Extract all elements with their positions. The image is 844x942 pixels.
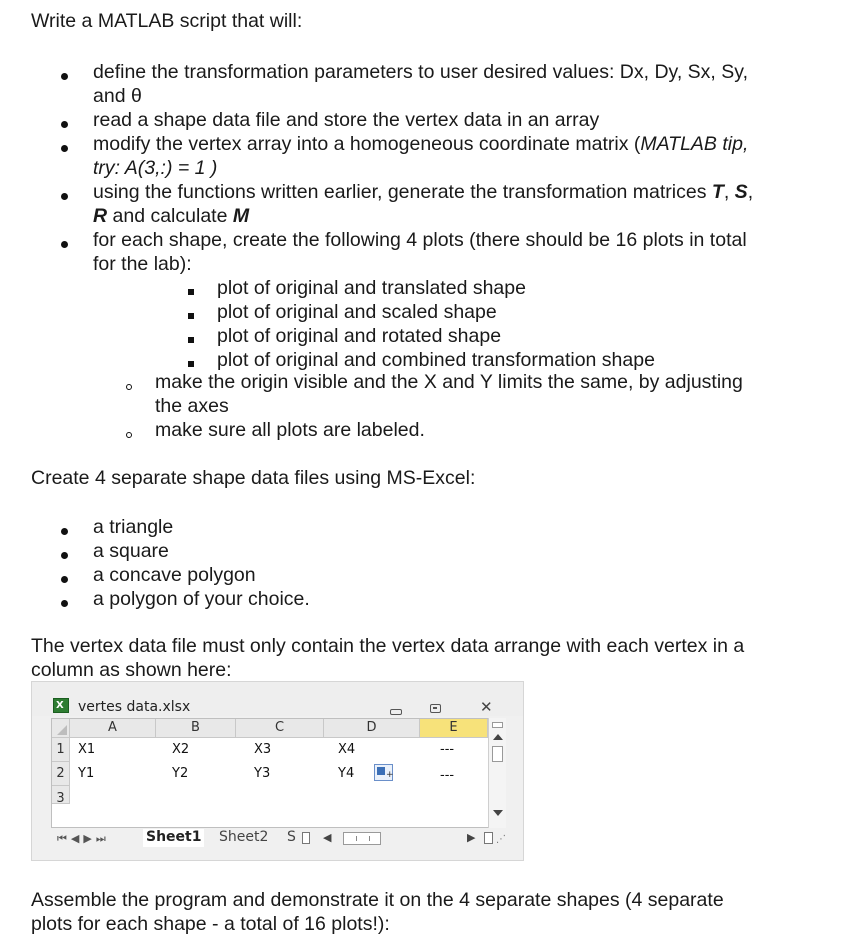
square-bullet — [188, 313, 194, 319]
excel-filename: vertes data.xlsx — [78, 699, 191, 715]
cell[interactable]: X1 — [78, 742, 96, 757]
shape-item: a concave polygon — [93, 564, 256, 586]
bullet-3-text: modify the vertex array into a homogeneous coordinate matrix ( — [93, 133, 641, 155]
vertical-scrollbar[interactable] — [488, 718, 506, 828]
bullet-dot — [61, 193, 68, 200]
bullet-5-line1: for each shape, create the following 4 plots (there should be 16 plots in total — [93, 229, 747, 251]
cell[interactable]: --- — [440, 742, 455, 757]
row-header[interactable]: 2 — [52, 762, 70, 786]
bullet-3-italic: MATLAB tip, — [640, 133, 749, 155]
plot-item: plot of original and scaled shape — [217, 301, 497, 323]
resize-grip-icon[interactable]: ⋰ — [496, 834, 506, 845]
square-bullet — [188, 337, 194, 343]
shape-item: a square — [93, 540, 169, 562]
bullet-2-line1: read a shape data file and store the vertex data in an array — [93, 109, 600, 131]
sheet-nav[interactable] — [57, 831, 110, 847]
bullet-4-line1 — [93, 180, 753, 204]
select-all-corner[interactable] — [52, 719, 70, 738]
cell[interactable]: --- — [440, 768, 455, 783]
next-sheet-icon[interactable]: ▶ — [83, 832, 96, 845]
horizontal-scroll-thumb[interactable] — [343, 832, 381, 845]
excel-file-icon: X — [53, 698, 69, 713]
bullet-dot — [61, 528, 68, 535]
bullet-4-line2 — [93, 204, 249, 228]
shape-item: a polygon of your choice. — [93, 588, 310, 610]
sheet-tab-active[interactable]: Sheet1 — [143, 829, 204, 847]
sheet-tab[interactable]: Sheet2 — [219, 829, 269, 845]
column-header[interactable]: C — [236, 719, 324, 738]
scroll-left-icon[interactable]: ◀ — [323, 831, 332, 844]
scroll-thumb[interactable] — [492, 746, 503, 762]
sheet-tab[interactable]: S — [287, 829, 296, 845]
cell[interactable]: X2 — [172, 742, 190, 757]
section1-heading: Write a MATLAB script that will: — [31, 10, 303, 32]
bullet-5-line2: for the lab): — [93, 253, 192, 275]
section4-line2: plots for each shape - a total of 16 plots!): — [31, 913, 390, 935]
scroll-down-icon[interactable] — [493, 810, 503, 816]
tab-split-icon[interactable] — [302, 832, 310, 844]
bullet-4-text2: and calculate — [107, 205, 233, 227]
subnote-2-line1: make sure all plots are labeled. — [155, 419, 425, 441]
shape-item: a triangle — [93, 516, 174, 538]
cell[interactable]: Y3 — [254, 766, 271, 781]
bullet-4-text: using the functions written earlier, generate the transformation matrices — [93, 181, 712, 203]
last-sheet-icon[interactable]: ⏭ — [95, 832, 110, 845]
matrix-s: S — [734, 181, 748, 203]
first-sheet-icon[interactable]: ⏮ — [57, 832, 71, 845]
bullet-3-line1 — [93, 132, 748, 156]
paste-options-icon[interactable]: + — [374, 764, 393, 781]
spreadsheet-grid[interactable] — [51, 718, 506, 828]
matrix-m: M — [232, 205, 250, 227]
column-header[interactable]: A — [70, 719, 156, 738]
matrix-r: R — [93, 205, 108, 227]
bullet-dot — [61, 241, 68, 248]
bullet-3-line2: try: A(3,:) = 1 ) — [93, 157, 218, 179]
subnote-1-line1: make the origin visible and the X and Y limits the same, by adjusting — [155, 371, 743, 393]
cell[interactable]: Y4 — [338, 766, 355, 781]
section3-line2: column as shown here: — [31, 659, 232, 681]
cell[interactable]: Y1 — [78, 766, 95, 781]
sheet-tab-bar — [51, 828, 506, 850]
scroll-up-icon[interactable] — [493, 734, 503, 740]
bullet-dot — [61, 73, 68, 80]
ring-bullet — [126, 432, 132, 438]
bullet-dot — [61, 600, 68, 607]
section3-line1: The vertex data file must only contain the vertex data arrange with each vertex in a — [31, 635, 745, 657]
excel-window — [31, 681, 524, 861]
split-box[interactable] — [492, 722, 503, 728]
ring-bullet — [126, 384, 132, 390]
comma: , — [723, 181, 735, 203]
plot-item: plot of original and translated shape — [217, 277, 526, 299]
bullet-dot — [61, 145, 68, 152]
square-bullet — [188, 289, 194, 295]
cell[interactable]: X3 — [254, 742, 272, 757]
row-header[interactable]: 3 — [52, 786, 70, 804]
prev-sheet-icon[interactable]: ◀ — [70, 832, 84, 845]
column-header[interactable]: E — [420, 719, 488, 738]
excel-titlebar — [32, 682, 523, 716]
bullet-dot — [61, 576, 68, 583]
row-header[interactable]: 1 — [52, 738, 70, 762]
view-normal-icon[interactable] — [484, 832, 493, 844]
bullet-dot — [61, 121, 68, 128]
section2-heading: Create 4 separate shape data files using MS-Excel: — [31, 467, 476, 489]
cell[interactable]: Y2 — [172, 766, 189, 781]
cell[interactable]: X4 — [338, 742, 356, 757]
minimize-icon[interactable] — [390, 709, 402, 715]
bullet-1-line1: define the transformation parameters to user desired values: Dx, Dy, Sx, Sy, — [93, 61, 748, 83]
bullet-1-line2: and θ — [93, 85, 142, 107]
matrix-t: T — [711, 181, 724, 203]
close-icon[interactable]: ✕ — [480, 698, 493, 716]
column-header[interactable]: B — [156, 719, 236, 738]
plot-item: plot of original and combined transformation shape — [217, 349, 655, 371]
comma: , — [747, 181, 754, 203]
section4-line1: Assemble the program and demonstrate it on the 4 separate shapes (4 separate — [31, 889, 724, 911]
subnote-1-line2: the axes — [155, 395, 229, 417]
restore-icon[interactable] — [430, 704, 441, 713]
scroll-right-icon[interactable]: ▶ — [467, 831, 476, 844]
column-header[interactable]: D — [324, 719, 420, 738]
square-bullet — [188, 361, 194, 367]
bullet-dot — [61, 552, 68, 559]
plot-item: plot of original and rotated shape — [217, 325, 502, 347]
